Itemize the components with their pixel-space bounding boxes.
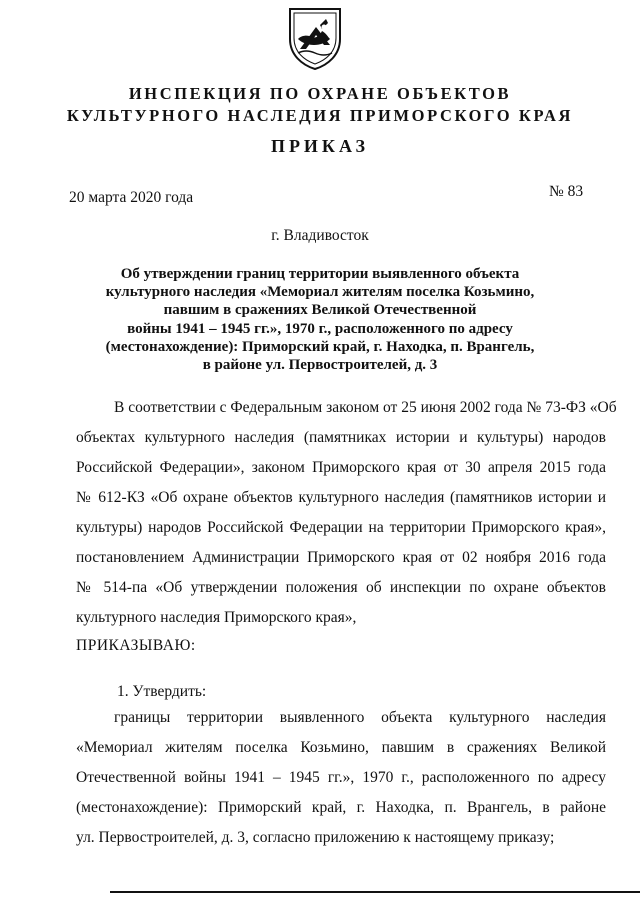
document-city: г. Владивосток [271, 227, 369, 244]
title-line: Об утверждении границ территории выявленного объекта [120, 266, 520, 282]
coat-of-arms-graphic [286, 5, 344, 71]
item1-line: Отечественной войны 1941 – 1945 гг.», 1970 г., расположенного по адресу [76, 769, 606, 786]
preamble-line: Российской Федерации», законом Приморского края от 30 апреля 2015 года [76, 459, 606, 476]
title-line: войны 1941 – 1945 гг.», 1970 г., расположенного по адресу [127, 320, 513, 337]
title-line: культурного наследия «Мемориал жителям поселка Козьмино, [105, 284, 535, 301]
document-number: № 83 [549, 183, 584, 200]
preamble-line: культуры) народов Российской Федерации на территории Приморского края», [76, 519, 606, 536]
document-date: 20 марта 2020 года [69, 189, 194, 206]
item1-paragraph [76, 703, 606, 853]
preamble-line: № 612-КЗ «Об охране объектов культурного наследия (памятников истории и [76, 489, 606, 506]
order-word: ПРИКАЗЫВАЮ: [76, 637, 196, 654]
item1-line: границы территории выявленного объекта культурного наследия [114, 709, 606, 726]
preamble-line: В соответствии с Федеральным законом от 25 июня 2002 года № 73-ФЗ «Об [114, 399, 617, 416]
title-line: в районе ул. Первостроителей, д. 3 [202, 357, 438, 374]
title-line: (местонахождение): Приморский край, г. Находка, п. Врангель, [105, 338, 535, 355]
item1-line: (местонахождение): Приморский край, г. Находка, п. Врангель, в районе [76, 799, 606, 816]
item1-heading: 1. Утвердить: [117, 683, 207, 700]
org-name-line2: КУЛЬТУРНОГО НАСЛЕДИЯ ПРИМОРСКОГО КРАЯ [66, 106, 574, 125]
preamble-paragraph [76, 393, 617, 633]
preamble-line: постановлением Администрации Приморского края от 02 ноября 2016 года [76, 549, 606, 566]
preamble-line: культурного наследия Приморского края», [76, 609, 357, 626]
org-name-line1: ИНСПЕКЦИЯ ПО ОХРАНЕ ОБЪЕКТОВ [128, 84, 512, 103]
item1-line: «Мемориал жителям поселка Козьмино, павшим в сражениях Великой [76, 739, 606, 756]
preamble-line: объектах культурного наследия (памятниках истории и культуры) народов [76, 429, 606, 446]
preamble-line: № 514-па «Об утверждении положения об инспекции по охране объектов [76, 579, 606, 596]
coat-of-arms-icon [286, 5, 344, 71]
item1-line: ул. Первостроителей, д. 3, согласно приложению к настоящему приказу; [76, 829, 555, 846]
document-title [80, 265, 560, 374]
document-type: ПРИКАЗ [270, 136, 370, 156]
bottom-scan-edge [110, 891, 640, 893]
title-line: павшим в сражениях Великой Отечественной [163, 302, 477, 319]
